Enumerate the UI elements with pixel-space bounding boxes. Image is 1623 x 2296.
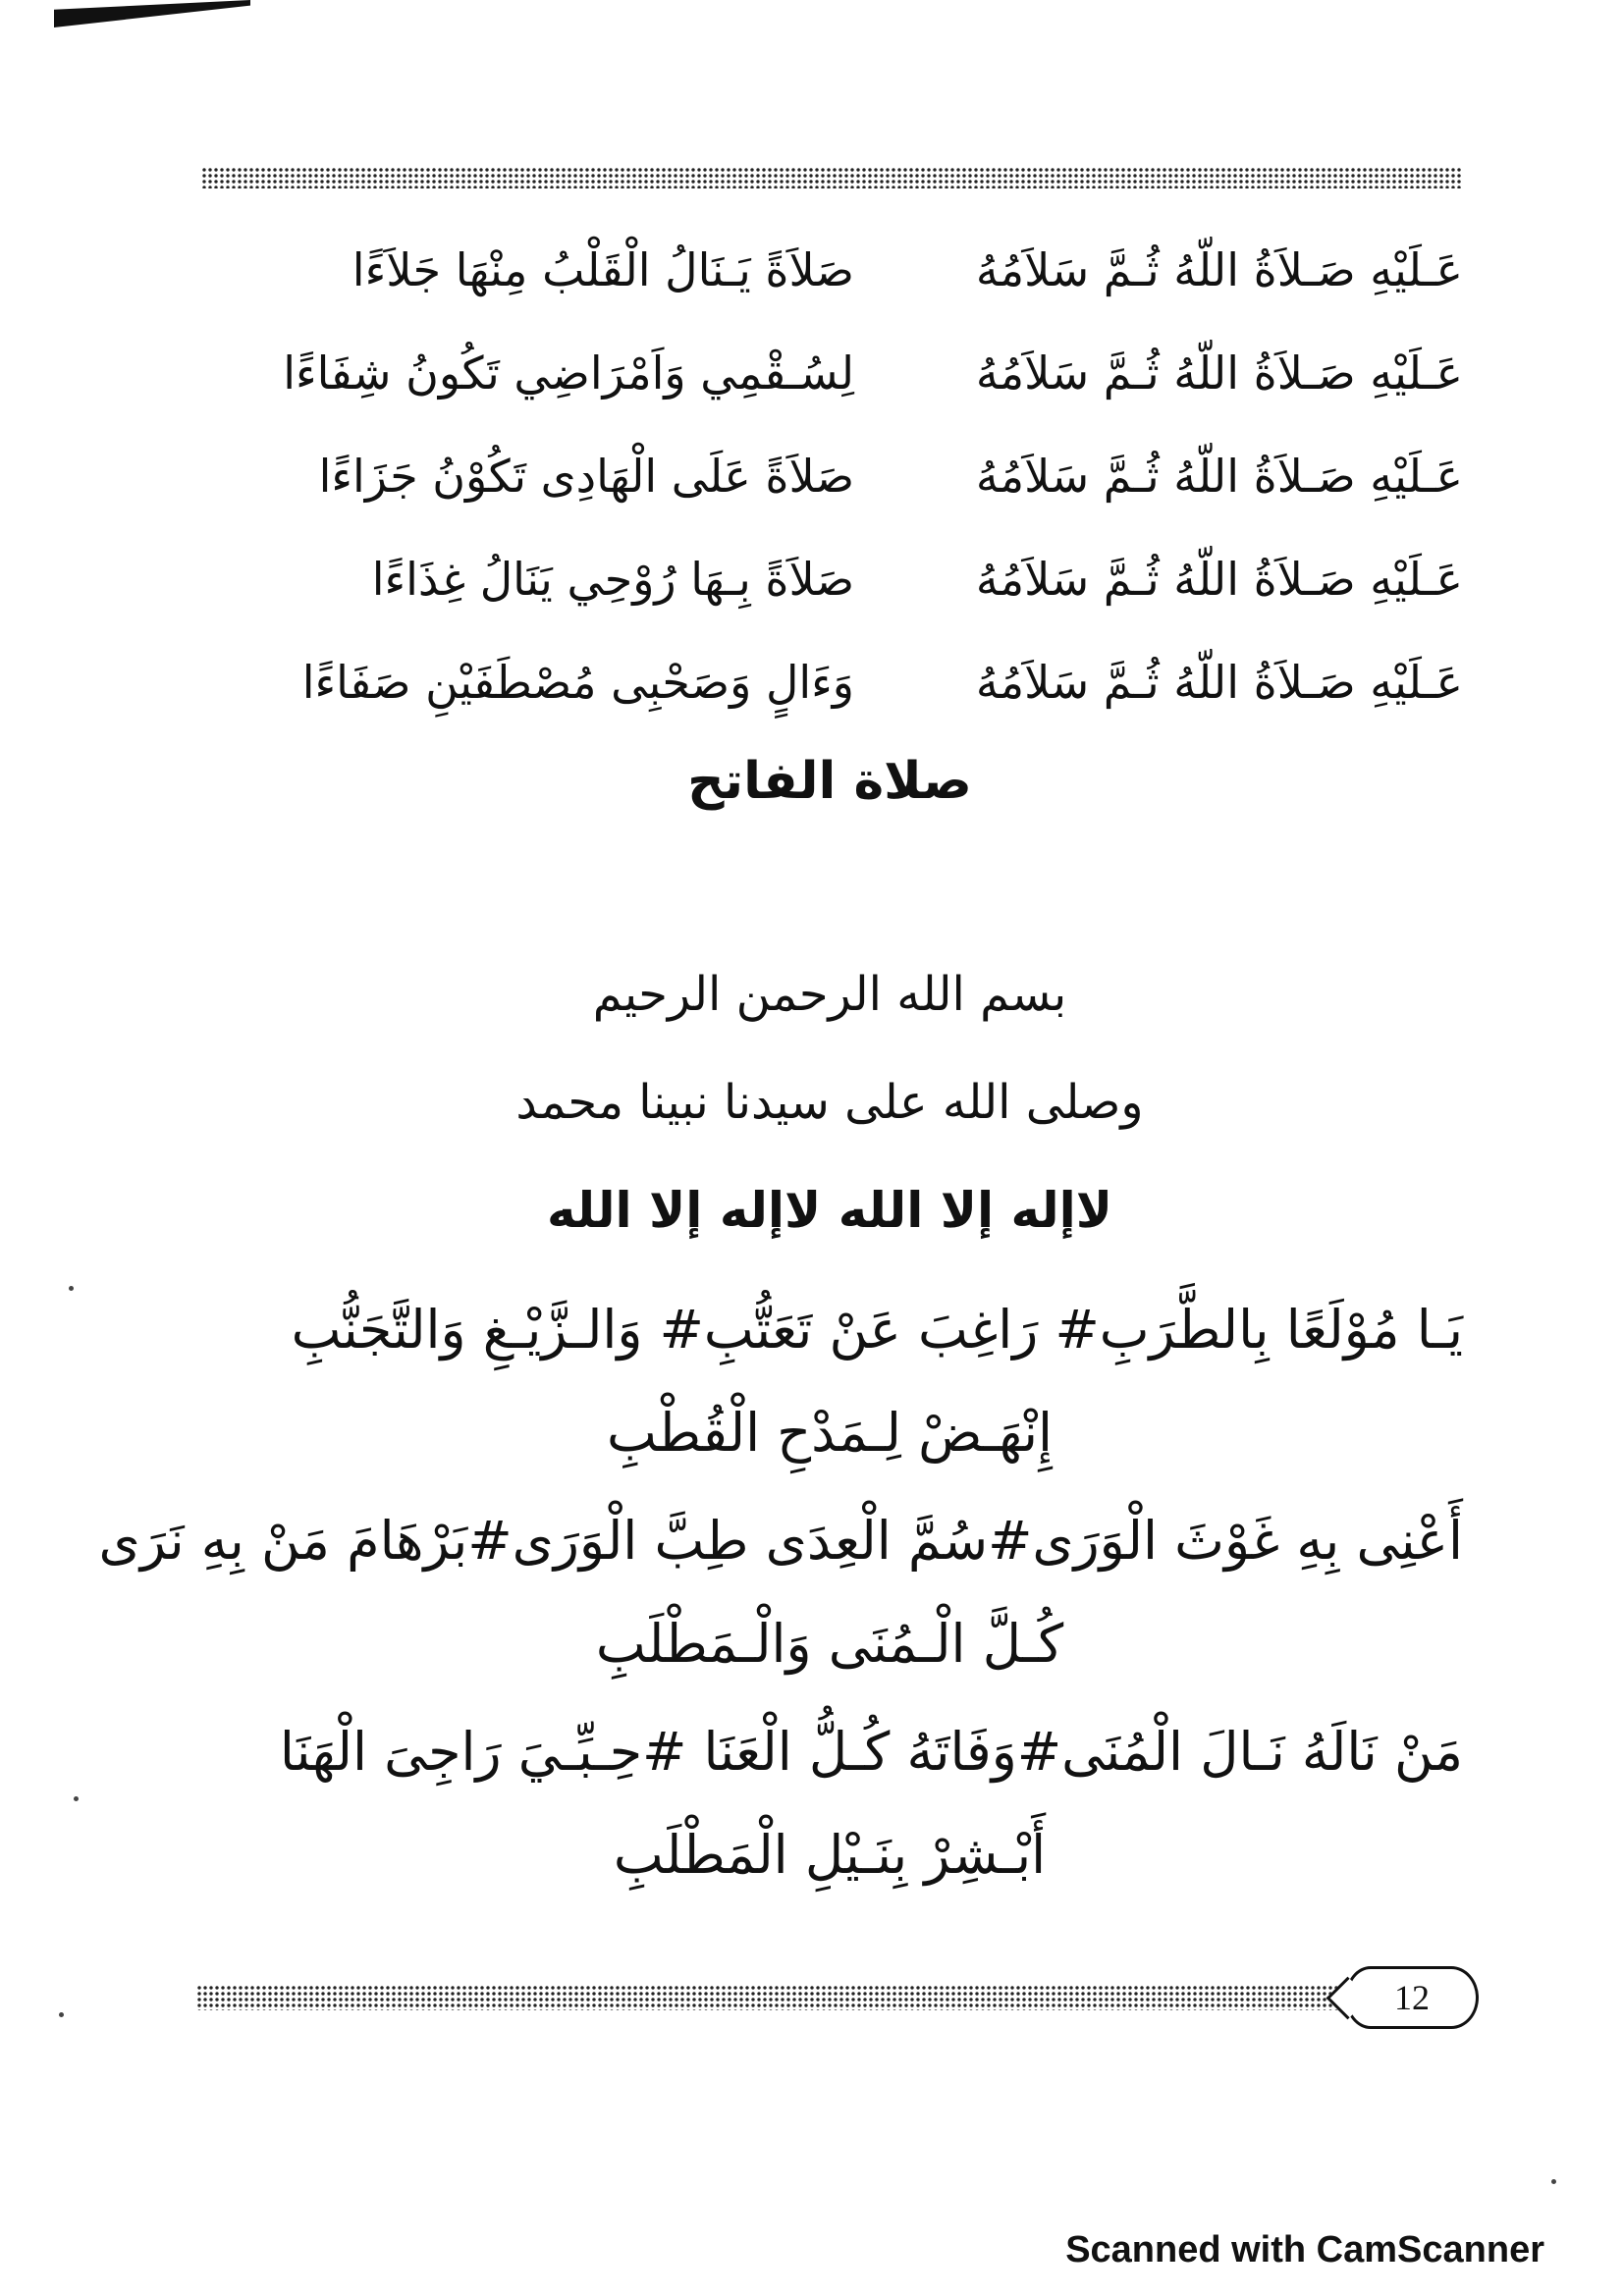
verse-first-hemistich: عَـلَيْهِ صَـلاَةُ اللّهُ ثُـمَّ سَلاَمُهُ [975,553,1463,606]
verse-first-hemistich: عَـلَيْهِ صَـلاَةُ اللّهُ ثُـمَّ سَلاَمُهُ [975,347,1463,400]
verse-line-3 [255,432,1463,520]
scan-speck [74,1796,79,1801]
verse-second-hemistich: صَلاَةً يَـنَالُ الْقَلْبُ مِنْهَا جَلاَءًا [352,243,854,296]
verse-first-hemistich: عَـلَيْهِ صَـلاَةُ اللّهُ ثُـمَّ سَلاَمُهُ [975,450,1463,503]
verse-first-hemistich: عَـلَيْهِ صَـلاَةُ اللّهُ ثُـمَّ سَلاَمُهُ [975,656,1463,709]
bottom-ornamental-rule [196,1985,1340,2010]
verse-line-4 [255,535,1463,623]
poem-line-3-continuation: أَبْـشِرْ بِنَـيْلِ الْمَطْلَبِ [613,1824,1047,1886]
verse-second-hemistich: وَءَالٍ وَصَحْبِى مُصْطَفَيْنِ صَفَاءًا [301,656,854,709]
scan-edge-mark [54,0,250,27]
scan-speck [59,2012,64,2017]
verse-line-1 [255,226,1463,314]
scan-speck [69,1286,74,1291]
scan-speck [1551,2179,1556,2184]
tahlil-line: لاإله إلا الله لاإله إلا الله [546,1182,1112,1239]
camscanner-watermark: Scanned with CamScanner [1065,2229,1544,2270]
verse-second-hemistich: صَلاَةً عَلَى الْهَادِى تَكُوْنُ جَزَاءًا [318,450,854,503]
poem-line-2: أَعْنِى بِهِ غَوْثَ الْوَرَى#سُمَّ الْعِدَى طِبَّ الْوَرَى#بَرْهَامَ مَنْ بِهِ نَرَى [98,1510,1463,1572]
verse-first-hemistich: عَـلَيْهِ صَـلاَةُ اللّهُ ثُـمَّ سَلاَمُهُ [975,243,1463,296]
salutation-line: وصلى الله على سيدنا نبينا محمد [515,1075,1144,1130]
poem-line-2-continuation: كُـلَّ الْـمُنَى وَالْـمَطْلَبِ [595,1613,1064,1675]
section-title: صلاة الفاتح [687,752,972,811]
poem-line-1: يَـا مُوْلَعًا بِالطَّرَبِ# رَاغِبَ عَنْ تَعَتُّبِ# وَالـزَّيْـغِ وَالتَّجَنُّبِ [291,1299,1463,1361]
verse-second-hemistich: لِسُـقْمِي وَاَمْرَاضِي تَكُونُ شِفَاءًا [283,347,854,400]
page-number: 12 [1394,1978,1430,2017]
verse-second-hemistich: صَلاَةً بِـهَا رُوْحِي يَنَالُ غِذَاءًا [371,553,854,606]
poem-line-3: مَنْ نَالَهُ نَـالَ الْمُنَى#وَفَاتَهُ كُـلُّ الْعَنَا #حِـبِّـيَ رَاجِىَ الْهَنَا [279,1721,1463,1783]
top-ornamental-rule [201,167,1461,188]
basmala-line: بسم الله الرحمن الرحيم [592,967,1067,1022]
poem-line-1-continuation: إِنْهَـضْ لِـمَدْحِ الْقُطْبِ [606,1402,1054,1464]
page-number-badge [1345,1966,1479,2029]
verse-line-5 [255,638,1463,726]
verse-line-2 [255,329,1463,417]
